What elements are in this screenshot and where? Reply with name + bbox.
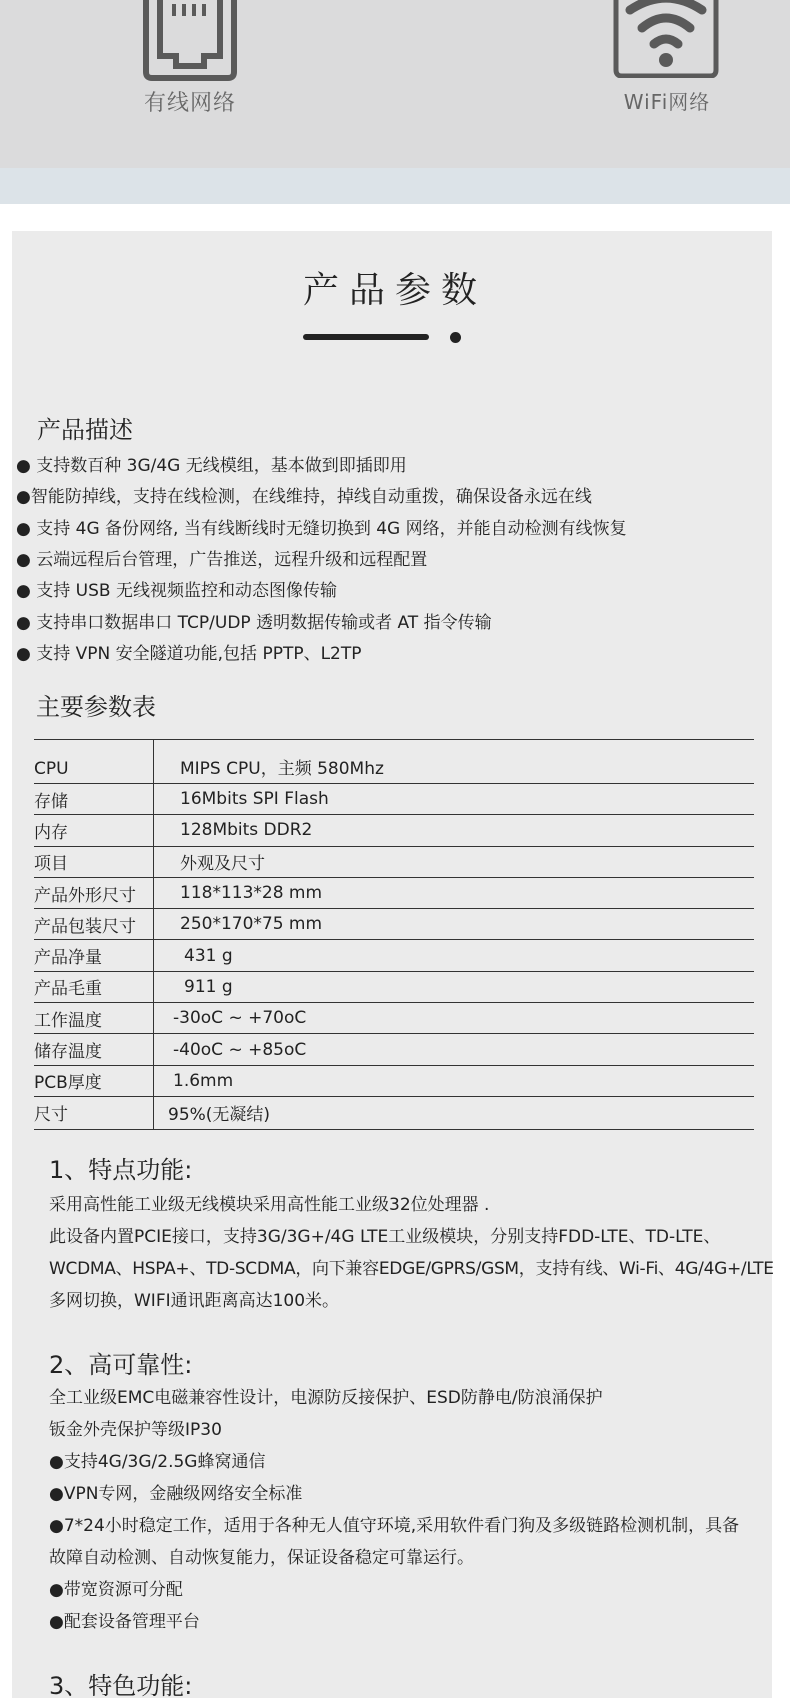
description-item: ●智能防掉线，支持在线检测，在线维持，掉线自动重拨，确保设备永远在线 bbox=[16, 487, 592, 507]
table-row bbox=[34, 940, 754, 971]
spec-key: 产品外形尺寸 bbox=[34, 878, 154, 908]
description-heading: 产品描述 bbox=[37, 416, 133, 444]
spec-key: 工作温度 bbox=[34, 1003, 154, 1033]
spec-value: 250*170*75 mm bbox=[180, 914, 323, 935]
feature1-line: 多网切换，WIFI通讯距离高达100米。 bbox=[49, 1291, 340, 1311]
feature3-heading: 3、特色功能: bbox=[49, 1672, 193, 1698]
feature2-line: 故障自动检测、自动恢复能力，保证设备稳定可靠运行。 bbox=[49, 1548, 474, 1568]
feature1-line: 采用高性能工业级无线模块采用高性能工业级32位处理器 . bbox=[49, 1195, 490, 1215]
feature1-heading: 1、特点功能: bbox=[49, 1156, 193, 1184]
feature2-line: 钣金外壳保护等级IP30 bbox=[49, 1420, 222, 1440]
table-row bbox=[34, 1003, 754, 1034]
description-item: ● 支持串口数据串口 TCP/UDP 透明数据传输或者 AT 指令传输 bbox=[16, 613, 492, 633]
description-item: ● 支持 USB 无线视频监控和动态图像传输 bbox=[16, 581, 337, 601]
spec-value: 911 g bbox=[184, 976, 233, 997]
table-row bbox=[34, 972, 754, 1003]
feature1-line: WCDMA、HSPA+、TD-SCDMA，向下兼容EDGE/GPRS/GSM，支持有线、Wi-Fi、4G/4G+/LTE bbox=[49, 1259, 774, 1279]
banner-strip bbox=[0, 168, 790, 204]
table-row bbox=[34, 847, 754, 878]
title-dot bbox=[450, 332, 461, 343]
feature2-line: 全工业级EMC电磁兼容性设计，电源防反接保护、ESD防静电/防浪涌保护 bbox=[49, 1388, 603, 1408]
spec-value: 95%(无凝结) bbox=[168, 1105, 271, 1126]
spec-value: 1.6mm bbox=[173, 1070, 234, 1091]
spec-key: 内存 bbox=[34, 815, 154, 845]
spec-table-heading: 主要参数表 bbox=[36, 693, 156, 721]
feature2-heading: 2、高可靠性: bbox=[49, 1351, 193, 1379]
spec-key: 产品净量 bbox=[34, 940, 154, 970]
table-row bbox=[34, 1097, 754, 1130]
spec-value: 外观及尺寸 bbox=[180, 854, 265, 875]
spec-value: -40oC ~ +85oC bbox=[173, 1039, 307, 1060]
spec-value: 431 g bbox=[184, 945, 233, 966]
feature2-line: ●带宽资源可分配 bbox=[49, 1580, 183, 1600]
ethernet-port-icon bbox=[142, 0, 238, 82]
spec-key: 尺寸 bbox=[34, 1097, 154, 1129]
spec-key: 产品包装尺寸 bbox=[34, 909, 154, 939]
table-row bbox=[34, 909, 754, 940]
table-row bbox=[34, 815, 754, 846]
table-row bbox=[34, 1034, 754, 1065]
spec-value: -30oC ~ +70oC bbox=[173, 1008, 307, 1029]
wired-network-label: 有线网络 bbox=[143, 91, 236, 116]
feature1-line: 此设备内置PCIE接口，支持3G/3G+/4G LTE工业级模块，分别支持FDD-LTE、TD-LTE、 bbox=[49, 1227, 721, 1247]
table-row bbox=[34, 878, 754, 909]
spec-table bbox=[34, 739, 754, 1130]
description-item: ● 支持 VPN 安全隧道功能,包括 PPTP、L2TP bbox=[16, 644, 362, 664]
feature2-line: ●VPN专网，金融级网络安全标准 bbox=[49, 1484, 303, 1504]
feature2-line: ●支持4G/3G/2.5G蜂窝通信 bbox=[49, 1452, 266, 1472]
spec-value: MIPS CPU，主频 580Mhz bbox=[180, 759, 384, 779]
description-item: ● 支持数百种 3G/4G 无线模组，基本做到即插即用 bbox=[16, 456, 407, 476]
table-row bbox=[34, 740, 754, 784]
spec-key: 存储 bbox=[34, 784, 154, 814]
wifi-network-label: WiFi网络 bbox=[623, 90, 711, 114]
spec-key: 产品毛重 bbox=[34, 972, 154, 1002]
table-row bbox=[34, 784, 754, 815]
feature2-line: ●7*24小时稳定工作，适用于各种无人值守环境,采用软件看门狗及多级链路检测机制，具备 bbox=[49, 1516, 740, 1536]
section-title: 产品参数 bbox=[302, 270, 487, 311]
spec-key: 储存温度 bbox=[34, 1034, 154, 1064]
title-underline bbox=[303, 334, 429, 340]
description-item: ● 云端远程后台管理，广告推送，远程升级和远程配置 bbox=[16, 550, 428, 570]
spec-key: PCB厚度 bbox=[34, 1066, 154, 1096]
description-item: ● 支持 4G 备份网络, 当有线断线时无缝切换到 4G 网络，并能自动检测有线恢复 bbox=[16, 519, 627, 539]
table-row bbox=[34, 1066, 754, 1097]
spec-value: 128Mbits DDR2 bbox=[180, 820, 313, 841]
feature2-line: ●配套设备管理平台 bbox=[49, 1612, 200, 1632]
spec-key: 项目 bbox=[34, 847, 154, 877]
spec-key: CPU bbox=[34, 740, 154, 783]
wifi-icon bbox=[612, 0, 720, 78]
spec-value: 16Mbits SPI Flash bbox=[180, 789, 329, 810]
spec-value: 118*113*28 mm bbox=[180, 883, 323, 904]
